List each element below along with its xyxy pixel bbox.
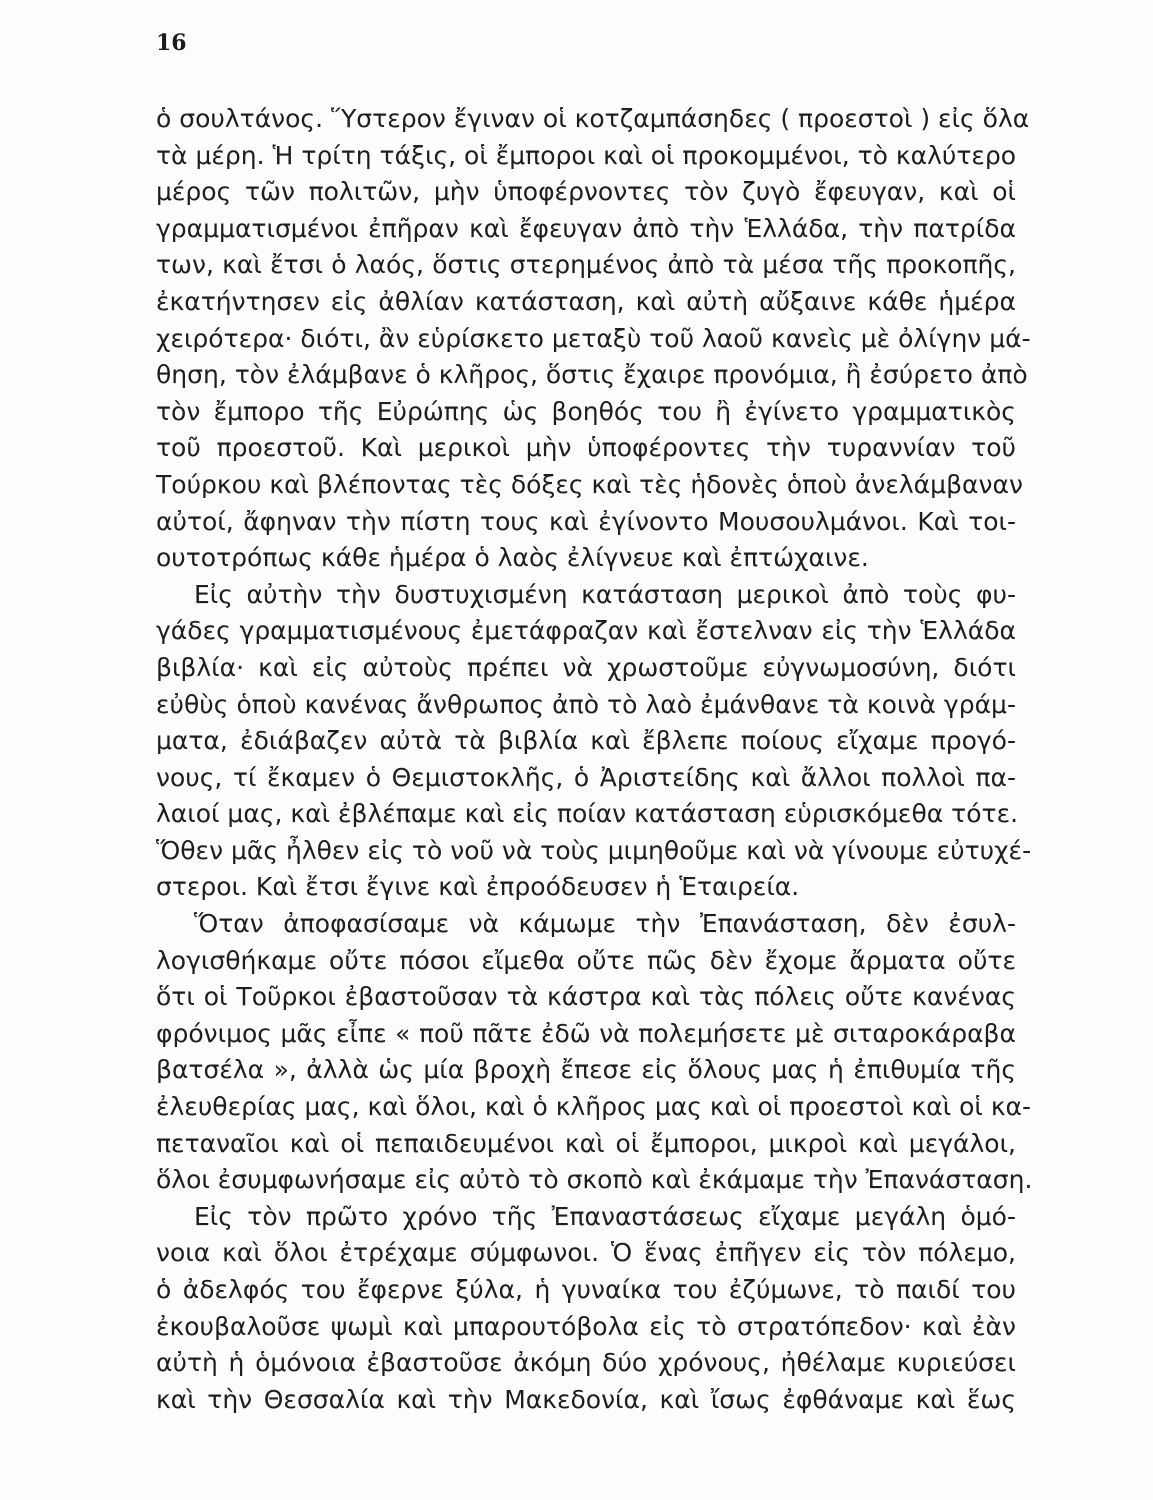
text-line: ὁ σουλτάνος. Ὕστερον ἔγιναν οἱ κοτζαμπάσηδες ( προεστοὶ ) εἰς ὅλα [156,104,1030,133]
text-line: νους, τί ἔκαμεν ὁ Θεμιστοκλῆς, ὁ Ἀριστείδης καὶ ἄλλοι πολλοὶ πα- [156,762,1016,792]
text-line: θηση, τὸν ἐλάμβανε ὁ κλῆρος, ὅστις ἔχαιρε προνόμια, ἢ ἐσύρετο ἀπὸ [156,360,1028,390]
text-line: τὰ μέρη. Ἡ τρίτη τάξις, οἱ ἔμποροι καὶ οἱ προκομμένοι, τὸ καλύτερο [156,140,1017,170]
text-line: λαιοί μας, καὶ ἐβλέπαμε καὶ εἰς ποίαν κατάσταση εὑρισκόμεθα τότε. [156,799,1019,829]
page-number: 16 [156,30,187,56]
text-line: τὸν ἔμπορο τῆς Εὐρώπης ὡς βοηθός του ἢ ἐγίνετο γραμματικὸς [156,396,1016,426]
text-line: γάδες γραμματισμένους ἐμετάφραζαν καὶ ἔστελναν εἰς τὴν Ἑλλάδα [156,616,1016,646]
text-line: γραμματισμένοι ἐπῆραν καὶ ἔφευγαν ἀπὸ τὴν Ἑλλάδα, τὴν πατρίδα [156,213,1016,243]
text-line: λογισθήκαμε οὔτε πόσοι εἴμεθα οὔτε πῶς δὲν ἔχομε ἄρματα οὔτε [156,945,1016,975]
text-line: καὶ τὴν Θεσσαλία καὶ τὴν Μακεδονία, καὶ ἴσως ἐφθάναμε καὶ ἕως [156,1384,1016,1414]
text-line: ὁ ἀδελφός του ἔφερνε ξύλα, ἡ γυναίκα του ἐζύμωνε, τὸ παιδί του [156,1275,1016,1304]
text-line: αὐτὴ ἡ ὁμόνοια ἐβαστοῦσε ἀκόμη δύο χρόνους, ἠθέλαμε κυριεύσει [156,1348,1016,1378]
text-line: Τούρκου καὶ βλέποντας τὲς δόξες καὶ τὲς ἡδονὲς ὁποὺ ἀνελάμβαναν [156,469,1023,499]
text-line: των, καὶ ἔτσι ὁ λαός, ὅστις στερημένος ἀπὸ τὰ μέσα τῆς προκοπῆς, [156,250,1016,280]
text-line: αὐτοί, ἄφηναν τὴν πίστη τους καὶ ἐγίνοντο Μουσουλμάνοι. Καὶ τοι- [156,506,1016,536]
text-line: Ὅταν ἀποφασίσαμε νὰ κάμωμε τὴν Ἐπανάσταση, δὲν ἐσυλ- [194,909,1016,939]
text-line: τοῦ προεστοῦ. Καὶ μερικοὶ μὴν ὑποφέροντες τὴν τυραννίαν τοῦ [156,433,1016,463]
text-line: ἐλευθερίας μας, καὶ ὅλοι, καὶ ὁ κλῆρος μας καὶ οἱ προεστοὶ καὶ οἱ κα- [156,1092,1032,1122]
text-line: εὐθὺς ὁποὺ κανένας ἄνθρωπος ἀπὸ τὸ λαὸ ἐμάνθανε τὰ κοινὰ γράμ- [156,689,1016,719]
text-line: χειρότερα· διότι, ἂν εὑρίσκετο μεταξὺ τοῦ λαοῦ κανεὶς μὲ ὀλίγην μά- [156,323,1031,353]
text-line: ὅτι οἱ Τοῦρκοι ἐβαστοῦσαν τὰ κάστρα καὶ τὰς πόλεις οὔτε κανένας [156,982,1016,1012]
text-line: ουτοτρόπως κάθε ἡμέρα ὁ λαὸς ἐλίγνευε καὶ ἐπτώχαινε. [156,543,869,573]
text-line: φρόνιμος μᾶς εἶπε « ποῦ πᾶτε ἐδῶ νὰ πολεμήσετε μὲ σιταροκάραβα [156,1018,1016,1048]
text-line: Εἰς αὐτὴν τὴν δυστυχισμένη κατάσταση μερικοὶ ἀπὸ τοὺς φυ- [194,579,1016,609]
text-line: πεταναῖοι καὶ οἱ πεπαιδευμένοι καὶ οἱ ἔμποροι, μικροὶ καὶ μεγάλοι, [156,1128,1016,1158]
text-line: ματα, ἐδιάβαζεν αὐτὰ τὰ βιβλία καὶ ἔβλεπε ποίους εἴχαμε προγό- [156,726,1016,756]
text-line: μέρος τῶν πολιτῶν, μὴν ὑποφέρνοντες τὸν ζυγὸ ἔφευγαν, καὶ οἱ [156,177,1016,207]
text-line: ὅλοι ἐσυμφωνήσαμε εἰς αὐτὸ τὸ σκοπὸ καὶ ἐκάμαμε τὴν Ἐπανάσταση. [156,1165,1033,1195]
text-line: ἐκατήντησεν εἰς ἀθλίαν κατάσταση, καὶ αὐτὴ αὔξαινε κάθε ἡμέρα [156,286,1016,316]
body-text [156,101,1033,1418]
text-line: Εἰς τὸν πρῶτο χρόνο τῆς Ἐπαναστάσεως εἴχαμε μεγάλη ὁμό- [194,1201,1016,1231]
text-line: στεροι. Καὶ ἔτσι ἔγινε καὶ ἐπροόδευσεν ἡ Ἑταιρεία. [156,872,800,902]
text-line: βατσέλα », ἀλλὰ ὡς μία βροχὴ ἔπεσε εἰς ὅλους μας ἡ ἐπιθυμία τῆς [156,1055,1016,1085]
text-line: Ὅθεν μᾶς ἦλθεν εἰς τὸ νοῦ νὰ τοὺς μιμηθοῦμε καὶ νὰ γίνουμε εὐτυχέ- [156,835,1032,865]
text-line: νοια καὶ ὅλοι ἐτρέχαμε σύμφωνοι. Ὁ ἕνας ἐπῆγεν εἰς τὸν πόλεμο, [156,1238,1016,1268]
text-line: ἐκουβαλοῦσε ψωμὶ καὶ μπαρουτόβολα εἰς τὸ στρατόπεδον· καὶ ἐὰν [156,1311,1016,1341]
text-line: βιβλία· καὶ εἰς αὐτοὺς πρέπει νὰ χρωστοῦμε εὐγνωμοσύνη, διότι [156,652,1016,682]
